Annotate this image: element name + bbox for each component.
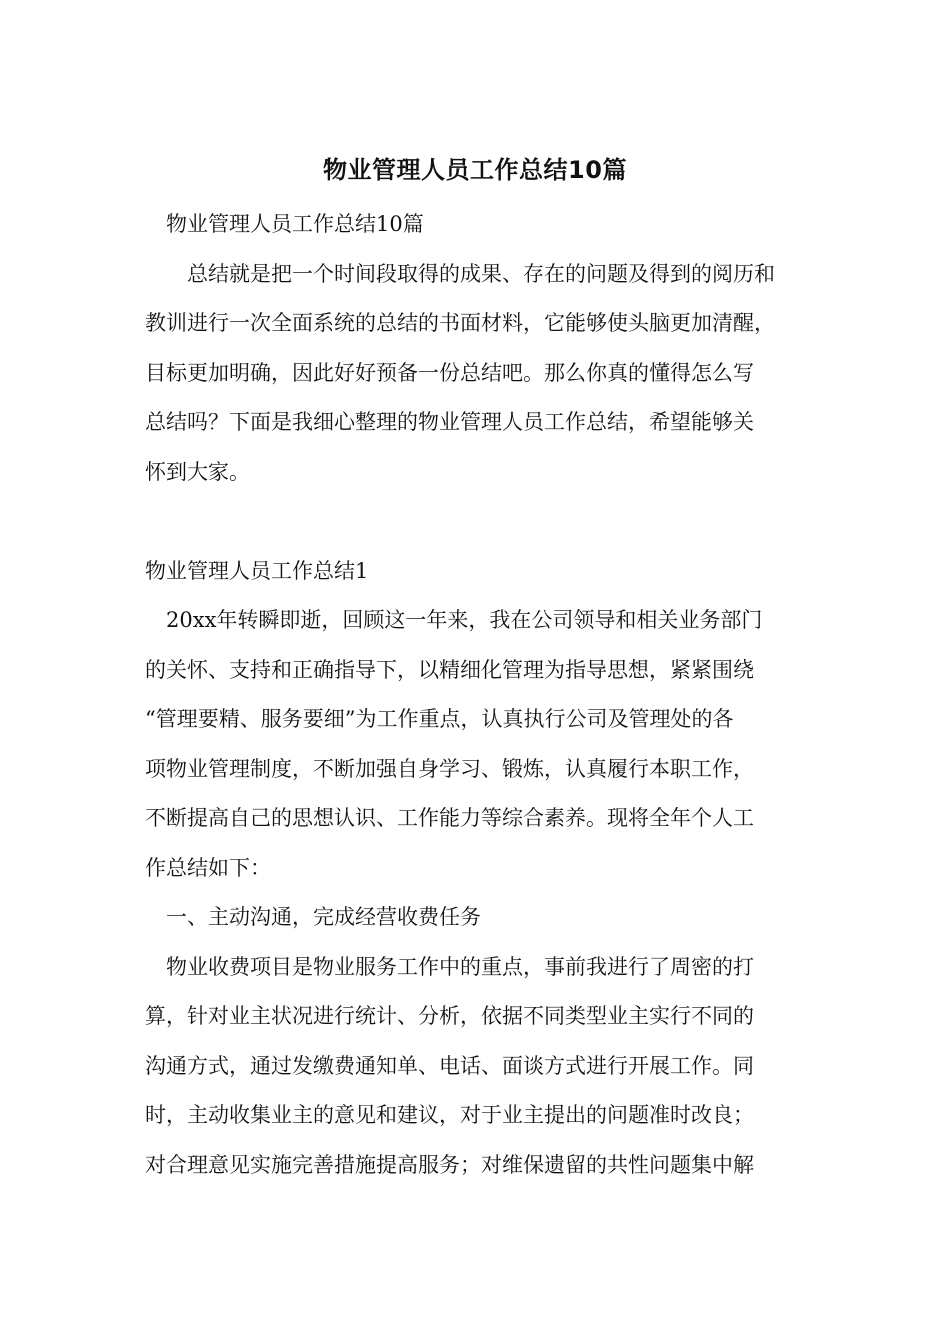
paragraph-line: “管理要精、服务要细”为工作重点，认真执行公司及管理处的各 [145, 707, 734, 731]
document-body [145, 200, 815, 1190]
document-title: 物业管理人员工作总结10篇 [323, 156, 627, 184]
paragraph-line: 的关怀、支持和正确指导下，以精细化管理为指导思想，紧紧围绕 [145, 657, 754, 682]
blank-line [145, 497, 815, 547]
intro-line-3: 目标更加明确，因此好好预备一份总结吧。那么你真的懂得怎么写 [145, 360, 754, 385]
paragraph-line: 算，针对业主状况进行统计、分析，依据不同类型业主实行不同的 [145, 1004, 754, 1028]
paragraph-line: 不断提高自己的思想认识、工作能力等综合素养。现将全年个人工 [145, 806, 754, 830]
paragraph-line: 时，主动收集业主的意见和建议，对于业主提出的问题准时改良； [145, 1103, 754, 1127]
intro-line-2: 教训进行一次全面系统的总结的书面材料，它能够使头脑更加清醒， [145, 311, 775, 335]
paragraph-line: 项物业管理制度，不断加强自身学习、锻炼，认真履行本职工作， [145, 756, 754, 781]
paragraph-line: 物业收费项目是物业服务工作中的重点，事前我进行了周密的打 [145, 954, 754, 979]
paragraph-line: 对合理意见实施完善措施提高服务；对维保遗留的共性问题集中解 [145, 1152, 754, 1177]
section-heading: 物业管理人员工作总结1 [145, 558, 369, 583]
subtitle-line: 物业管理人员工作总结10篇 [145, 212, 424, 236]
paragraph-line: 作总结如下： [145, 855, 271, 880]
paragraph-line: 沟通方式，通过发缴费通知单、电话、面谈方式进行开展工作。同 [145, 1053, 754, 1078]
paragraph-line: 20xx年转瞬即逝，回顾这一年来，我在公司领导和相关业务部门 [145, 608, 763, 632]
intro-line-4: 总结吗？下面是我细心整理的物业管理人员工作总结，希望能够关 [145, 410, 754, 434]
subsection-heading: 一、主动沟通，完成经营收费任务 [145, 905, 481, 929]
intro-line-5: 怀到大家。 [145, 459, 250, 484]
intro-line-1: 总结就是把一个时间段取得的成果、存在的问题及得到的阅历和 [145, 261, 775, 286]
